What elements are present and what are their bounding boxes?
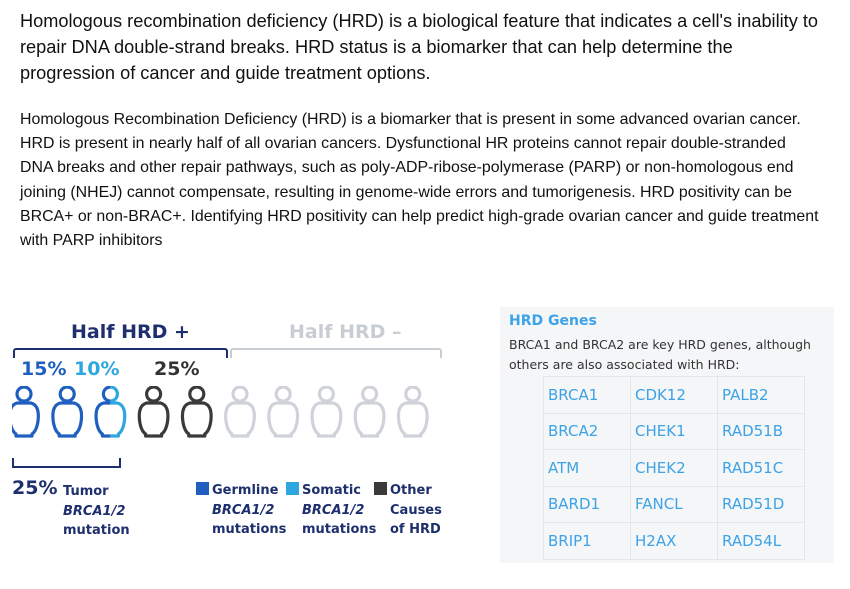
people-figures <box>12 386 442 438</box>
somatic-swatch <box>286 482 299 495</box>
gene-cell: RAD51B <box>718 413 805 450</box>
person-figure-germline-somatic <box>96 387 125 436</box>
tumor-bracket <box>12 458 121 468</box>
hrd-positive-bracket <box>13 348 228 358</box>
gene-cell: ATM <box>544 450 631 487</box>
legend-other: Other Causes of HRD <box>374 481 442 540</box>
intro-paragraph: Homologous recombination deficiency (HRD) is a biological feature that indicates a cell's inability to repair DNA double-strand breaks. HRD status is a biomarker that can help determine the progression of cancer and guide treatment options. <box>20 11 819 83</box>
gene-cell: BRCA2 <box>544 413 631 450</box>
person-figure-other <box>182 387 211 436</box>
hrd-genes-description: BRCA1 and BRCA2 are key HRD genes, although others are also associated with HRD: <box>509 337 811 372</box>
half-hrd-positive-label: Half HRD + <box>71 321 190 343</box>
other-swatch <box>374 482 387 495</box>
table-row <box>544 413 805 450</box>
somatic-percent: 10% <box>74 358 120 380</box>
hrd-genes-title: HRD Genes <box>509 313 597 329</box>
gene-cell: RAD54L <box>718 523 805 560</box>
person-figure-germline <box>53 387 82 436</box>
gene-cell: CHEK2 <box>631 450 718 487</box>
person-figure-none <box>398 387 427 436</box>
body-paragraph: Homologous Recombination Deficiency (HRD) is a biomarker that is present in some advanced ovarian cancer. HRD is present in nearly half of all ovarian cancers. Dysfunctional HR proteins cannot repair double-stranded DNA breaks and other repair pathways, such as poly-ADP-ribose-polymerase (PARP) or non-homologous end joining (NHEJ) cannot compensate, resulting in genome-wide errors and tumorigenesis. HRD positivity can be BRCA+ or non-BRAC+. Identifying HRD positivity can help predict high-grade ovarian cancer and guide treatment with PARP inhibitors <box>20 111 819 250</box>
tumor-label: Tumor BRCA1/2 mutation <box>63 484 130 538</box>
germline-swatch <box>196 482 209 495</box>
other-percent: 25% <box>154 358 200 380</box>
gene-cell: RAD51C <box>718 450 805 487</box>
person-figure-germline <box>12 387 38 436</box>
gene-cell: FANCL <box>631 486 718 523</box>
gene-cell: CHEK1 <box>631 413 718 450</box>
person-figure-none <box>355 387 384 436</box>
legend-somatic: Somatic BRCA1/2 mutations <box>286 481 376 540</box>
gene-cell: BRCA1 <box>544 377 631 414</box>
table-row <box>544 486 805 523</box>
tumor-percent: 25% <box>12 477 58 499</box>
gene-cell: BARD1 <box>544 486 631 523</box>
half-hrd-negative-label: Half HRD – <box>289 321 402 343</box>
gene-cell: PALB2 <box>718 377 805 414</box>
person-figure-other <box>139 387 168 436</box>
gene-cell: CDK12 <box>631 377 718 414</box>
table-row <box>544 450 805 487</box>
germline-percent: 15% <box>21 358 67 380</box>
gene-cell: BRIP1 <box>544 523 631 560</box>
gene-cell: RAD51D <box>718 486 805 523</box>
legend-germline: Germline BRCA1/2 mutations <box>196 481 286 540</box>
person-figure-none <box>269 387 298 436</box>
person-figure-none <box>226 387 255 436</box>
hrd-genes-panel <box>500 307 834 563</box>
table-row <box>544 523 805 560</box>
gene-cell: H2AX <box>631 523 718 560</box>
hrd-genes-table <box>543 376 805 560</box>
table-row <box>544 377 805 414</box>
person-figure-none <box>312 387 341 436</box>
hrd-negative-bracket <box>230 348 442 358</box>
